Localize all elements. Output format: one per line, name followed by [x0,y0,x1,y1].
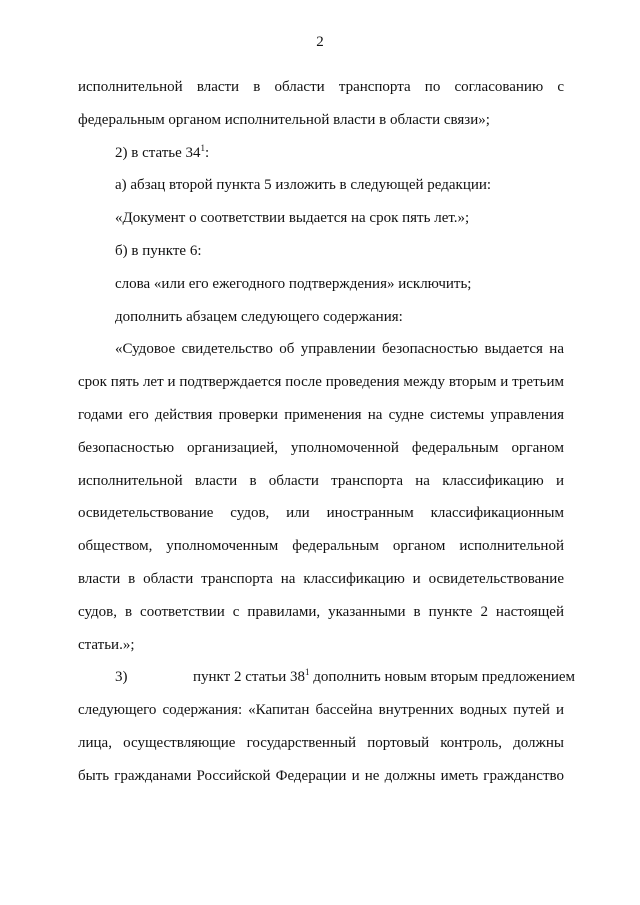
list-item-3-heading [78,661,576,694]
text-line: судов, в соответствии с правилами, указанными в пункте 2 настоящей [78,603,564,620]
document-body [78,71,576,793]
text-line: исполнительной власти в области транспорта на классификацию и [78,472,564,489]
list-item-2-heading [78,137,564,170]
text-fragment: 2) в статье 34 [115,144,201,161]
text-line: дополнить абзацем следующего содержания: [115,308,403,325]
text-fragment: пункт 2 статьи 38 [193,669,306,686]
text-line: б) в пункте 6: [115,242,202,259]
text-line: исполнительной власти в области транспорта по согласованию с [78,79,564,95]
text-line: следующего содержания: «Капитан бассейна внутренних водных путей и [78,702,564,719]
text-fragment: дополнить новым вторым предложением [309,669,576,686]
text-line: обществом, уполномоченным федеральным органом исполнительной [78,538,564,555]
superscript: 1 [200,142,206,153]
text-line: «Документ о соответствии выдается на срок пять лет.»; [115,210,470,227]
text-line: срок пять лет и подтверждается после проведения между вторым и третьим [78,374,564,391]
text-line: слова «или его ежегодного подтверждения» исключить; [115,275,472,292]
list-number: 3) [115,669,128,686]
text-line: «Судовое свидетельство об управлении безопасностью выдается на [115,341,564,358]
text-line: власти в области транспорта на классификацию и освидетельствование [78,570,564,587]
text-line: безопасностью организацией, уполномоченной федеральным органом [78,439,564,456]
text-line: а) абзац второй пункта 5 изложить в следующей редакции: [115,177,492,194]
text-line: годами его действия проверки применения на судне системы управления [78,406,564,423]
text-line: федеральным органом исполнительной власти в области связи»; [78,111,490,128]
text-line: лица, осуществляющие государственный портовый контроль, должны [78,734,564,751]
text-line: быть гражданами Российской Федерации и не должны иметь гражданство [78,767,564,784]
text-fragment: : [205,144,210,161]
text-line: освидетельствование судов, или иностранным классификационным [78,505,564,522]
superscript: 1 [305,667,310,678]
page-number: 2 [316,34,324,50]
text-line: статьи.»; [78,636,135,653]
